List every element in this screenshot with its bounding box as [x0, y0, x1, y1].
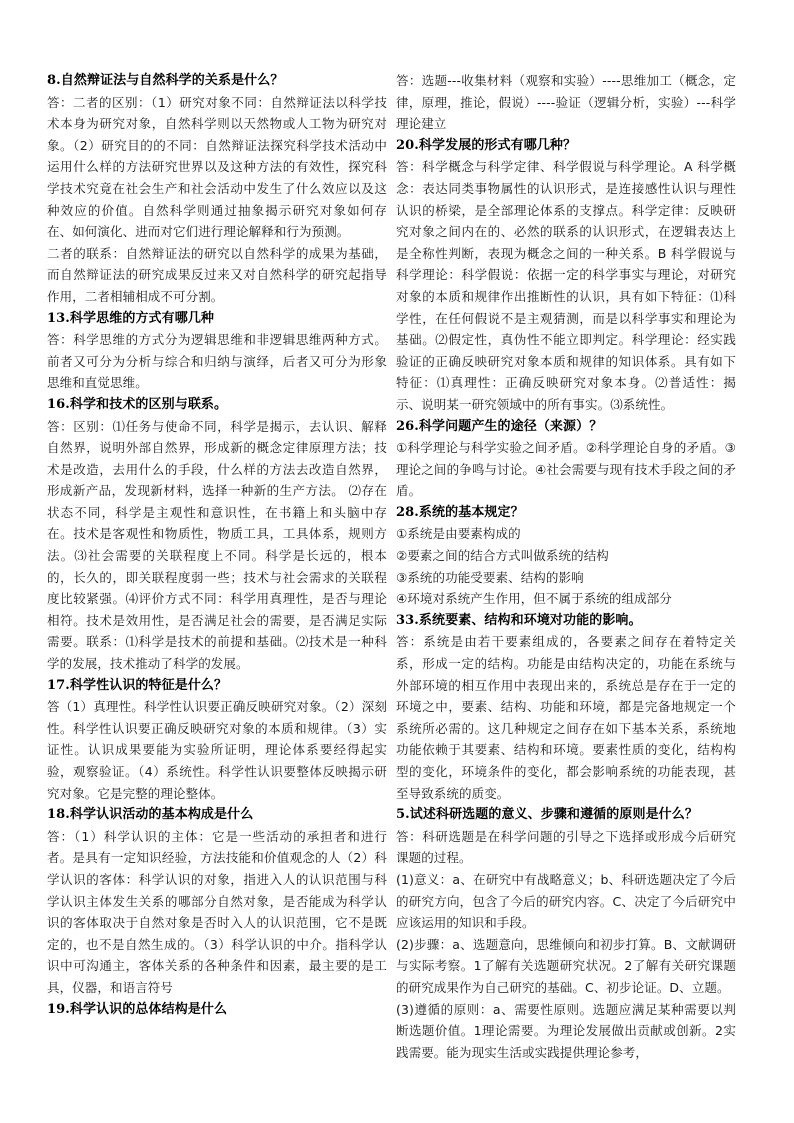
answer-paragraph: (2)步骤：a、选题意向，思维倾向和初步打算。B、文献调研与实际考察。1了解有关选题研究状况。2了解有关研究课题的研究成果作为自己研究的基础。C、初步论证。D、立题。	[396, 936, 736, 995]
answer-paragraph: 答：科研选题是在科学问题的引导之下选择或形成今后研究课题的过程。	[396, 828, 736, 866]
answer-paragraph: 答（1）真理性。科学性认识要正确反映研究对象。（2）深刻性。科学性认识要正确反映研究对象的本质和规律。（3）实证性。认识成果要能为实验所证明，理论体系要经得起实验，观察验证。（4）系统性。科学性认识要整体反映揭示研究对象。它是完整的理论整体。	[47, 699, 387, 801]
answer-paragraph: ②要素之间的结合方式叫做系统的结构	[396, 548, 609, 564]
answer-paragraph: 答：系统是由若干要素组成的，各要素之间存在着特定关系，形成一定的结构。功能是由结构决定的，功能在系统与外部环境的相互作用中表现出来的，系统总是存在于一定的环境之中，要素、结构、功能和环境，都是完备地规定一个系统所必需的。这几种规定之间存在如下基本关系，系统地功能依赖于其要素、结构和环境。要素性质的变化，结构构型的变化，环境条件的变化，都会影响系统的功能表现，甚至导致系统的质变。	[396, 634, 736, 801]
question-heading: 28.系统的基本规定？	[396, 504, 524, 520]
question-heading: 18.科学认识活动的基本构成是什么	[47, 807, 254, 823]
answer-paragraph: ③系统的功能受要素、结构的影响	[396, 569, 584, 585]
answer-paragraph: ①系统是由要素构成的	[396, 526, 521, 542]
answer-paragraph: 答：科学概念与科学定律、科学假说与科学理论。A 科学概念：表达同类事物属性的认识形式，是连接感性认识与理性认识的桥梁，是全部理论体系的支撑点。科学定律：反映研究对象之间内在的、必然的联系的认识形式，在逻辑表达上是全称性判断，表现为概念之间的一种关系。B 科学假说与科学理论：科学假说：依据一定的科学事实与理论，对研究对象的本质和规律作出推断性的认识，具有如下特征：⑴科学性，在任何假说不是主观猜测，而是以科学事实和理论为基础。⑵假定性，真伪性不能立即判定。科学理论：经实践验证的正确反映研究对象本质和规律的知识体系。具有如下特征：⑴真理性：正确反映研究对象本身。⑵普适性：揭示、说明某一研究领域中的所有事实。⑶系统性。	[396, 159, 736, 412]
answer-paragraph: (3)遵循的原则：a、需要性原则。选题应满足某种需要以判断选题价值。1理论需要。为理论发展做出贡献或创新。2实践需要。能为现实生活或实践提供理论参考，	[396, 1001, 736, 1060]
answer-paragraph: 答：科学思维的方式分为逻辑思维和非逻辑思维两种方式。前者又可分为分析与综合和归纳与演绎，后者又可分为形象思维和直觉思维。	[47, 332, 387, 391]
answer-paragraph: 答：（1）科学认识的主体：它是一些活动的承担者和进行者。是具有一定知识经验，方法技能和价值观念的人（2）科学认识的客体：科学认识的对象，指进入人的认识范围与科学认识主体发生关系的哪部分自然对象，是否能成为科学认识的客体取决于自然对象是否时入人的认识范围，它不是既定的，也不是自然生成的。（3）科学认识的中介。指科学认识中可沟通主，客体关系的各种条件和因素，最主要的是工具，仪器，和语言符号	[47, 828, 387, 995]
question-heading: 16.科学和技术的区别与联系。	[47, 396, 228, 412]
left-column	[47, 70, 387, 1020]
answer-paragraph: 二者的联系：自然辩证法的研究以自然科学的成果为基础，而自然辩证法的研究成果反过来又对自然科学的研究起指导作用，二者相辅相成不可分割。	[47, 245, 387, 304]
answer-paragraph: ④环境对系统产生作用，但不属于系统的组成部分	[396, 591, 672, 607]
answer-paragraph: 答：区别：⑴任务与使命不同，科学是揭示，去认识、解释自然界，说明外部自然界，形成新的概念定律原理方法；技术是改造，去用什么的手段，什么样的方法去改造自然界，形成新产品，发现新材料，选择一种新的生产方法。 ⑵存在状态不同，科学是主观性和意识性，在书籍上和头脑中存在。技术是客观性和物质性，物质工具，工具体系，规则方法。⑶社会需要的关联程度上不同。科学是长远的，根本的，长久的，即关联程度弱一些；技术与社会需求的关联程度比较紧强。⑷评价方式不同：科学用真理性，是否与理论相符。技术是效用性，是否满足社会的需要，是否满足实际需要。联系：⑴科学是技术的前提和基础。⑵技术是一种科学的发展，技术推动了科学的发展。	[47, 418, 387, 672]
answer-paragraph: 答：二者的区别：（1）研究对象不同：自然辩证法以科学技术本身为研究对象，自然科学则以天然物或人工物为研究对象。（2）研究目的的不同：自然辩证法探究科学技术活动中运用什么样的方法研究世界以及这种方法的有效性，探究科学技术究竟在社会生产和社会活动中发生了什么效应以及这种效应的价值。自然科学则通过抽象揭示研究对象如何存在、如何演化、进而对它们进行理论解释和行为预测。	[47, 94, 387, 240]
question-heading: 13.科学思维的方式有哪几种	[47, 310, 215, 326]
question-heading: 33.系统要素、结构和环境对功能的影响。	[396, 612, 642, 628]
question-heading: 8.自然辩证法与自然科学的关系是什么？	[47, 73, 284, 88]
question-heading: 26.科学问题产生的途径（来源）？	[396, 418, 603, 434]
question-heading: 17.科学性认识的特征是什么？	[47, 677, 228, 693]
question-heading: 19.科学认识的总体结构是什么	[47, 1001, 228, 1017]
answer-paragraph: (1)意义：a、在研究中有战略意义；b、科研选题决定了今后的研究方向，包含了今后的研究内容。C、决定了今后研究中应该运用的知识和手段。	[396, 871, 736, 931]
answer-paragraph: ①科学理论与科学实验之间矛盾。②科学理论自身的矛盾。③理论之间的争鸣与讨论。④社会需要与现有技术手段之间的矛盾。	[396, 440, 736, 499]
question-heading: 20.科学发展的形式有哪几种？	[396, 137, 577, 153]
question-heading: 5.试述科研选题的意义、步骤和遵循的原则是什么？	[396, 807, 698, 823]
answer-paragraph: 答：选题---收集材料（观察和实验）----思维加工（概念，定律，原理，推论，假说）----验证（逻辑分析，实验）---科学理论建立	[396, 73, 736, 132]
right-column	[396, 70, 736, 1063]
